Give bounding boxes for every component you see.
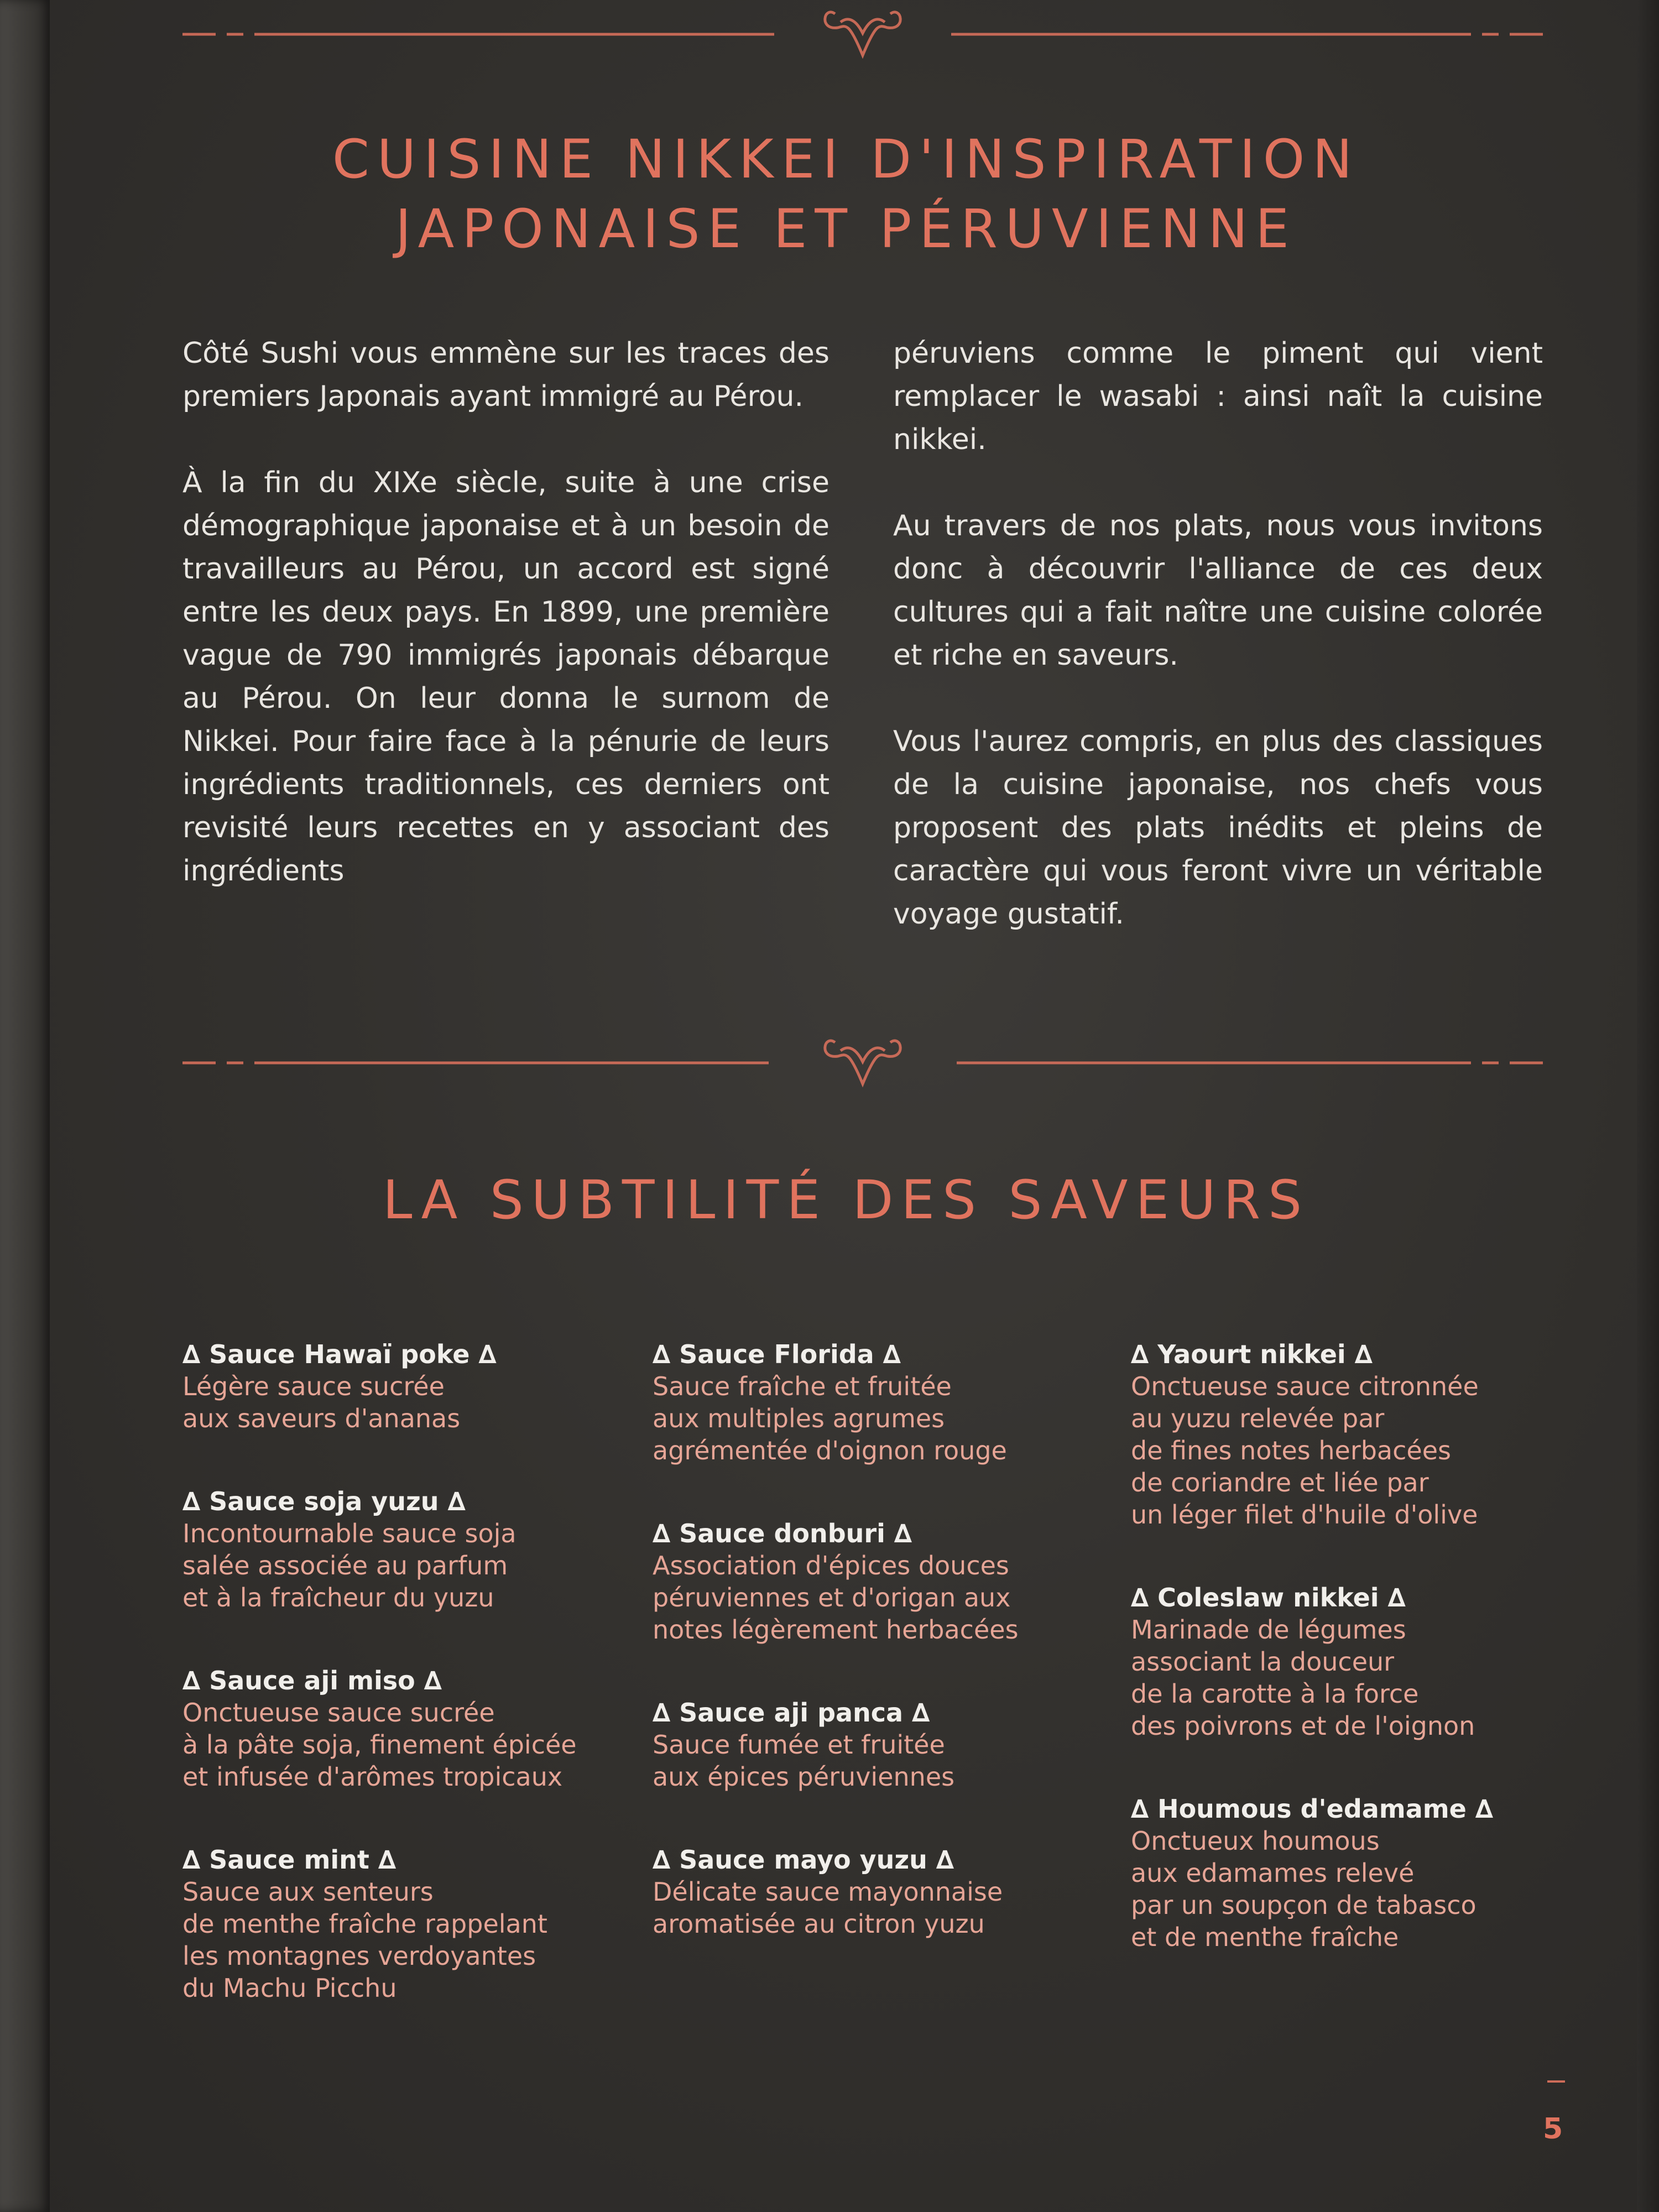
triangle-icon: ∆ [1475, 1794, 1493, 1824]
triangle-icon: ∆ [182, 1486, 201, 1516]
sauce-description: Incontournable sauce soja salée associée au parfum et à la fraîcheur du yuzu [182, 1519, 517, 1613]
sauce-name-text: Sauce Florida [679, 1339, 874, 1369]
sauce-description: Onctueux houmous aux edamames relevé par un soupçon de tabasco et de menthe fraîche [1131, 1826, 1477, 1952]
intro-title-line-2: JAPONAISE ET PÉRUVIENNE [395, 198, 1297, 260]
triangle-icon: ∆ [182, 1666, 201, 1695]
sauce-item [182, 1665, 636, 1793]
sauce-item [653, 1844, 1106, 1940]
triangle-icon: ∆ [936, 1845, 954, 1875]
sauce-item [1131, 1793, 1562, 1953]
sauce-name-text: Houmous d'edamame [1157, 1794, 1467, 1824]
page-number-mark [1547, 2080, 1565, 2083]
saveurs-title: LA SUBTILITÉ DES SAVEURS [382, 1169, 1310, 1231]
intro-right-column [893, 332, 1543, 979]
intro-left-column [182, 332, 830, 936]
intro-paragraph: péruviens comme le piment qui vient remplacer le wasabi : ainsi naît la cuisine nikkei. [893, 337, 1543, 456]
sauce-item [182, 1844, 636, 2004]
ram-horns-icon [182, 0, 1543, 61]
page-edge [1637, 0, 1659, 2212]
triangle-icon: ∆ [182, 1845, 201, 1875]
triangle-icon: ∆ [478, 1339, 497, 1369]
intro-paragraph: Au travers de nos plats, nous vous invitons donc à découvrir l'alliance de ces deux cultures qui a fait naître une cuisine colorée et riche en saveurs. [893, 509, 1543, 672]
sauce-item [182, 1485, 636, 1614]
triangle-icon: ∆ [378, 1845, 396, 1875]
triangle-icon: ∆ [653, 1698, 671, 1728]
triangle-icon: ∆ [1131, 1339, 1149, 1369]
sauce-column-3 [1131, 1338, 1562, 2004]
sauce-item [182, 1338, 636, 1434]
intro-title [166, 124, 1526, 264]
sauce-name-text: Sauce donburi [679, 1519, 885, 1548]
triangle-icon: ∆ [653, 1845, 671, 1875]
sauce-name [1131, 1338, 1562, 1370]
middle-divider [182, 1012, 1543, 1089]
sauce-item [653, 1338, 1106, 1467]
sauce-description: Onctueuse sauce sucrée à la pâte soja, finement épicée et infusée d'arômes tropicaux [182, 1698, 577, 1792]
sauce-item [653, 1517, 1106, 1646]
triangle-icon: ∆ [1387, 1583, 1406, 1613]
triangle-icon: ∆ [653, 1339, 671, 1369]
sauce-name-text: Sauce Hawaï poke [209, 1339, 470, 1369]
triangle-icon: ∆ [1354, 1339, 1373, 1369]
sauce-description: Légère sauce sucrée aux saveurs d'ananas [182, 1371, 461, 1433]
sauce-name [1131, 1793, 1562, 1825]
sauce-description: Sauce fumée et fruitée aux épices péruviennes [653, 1730, 955, 1792]
sauce-name-text: Sauce aji panca [679, 1698, 904, 1728]
intro-paragraph: Côté Sushi vous emmène sur les traces des premiers Japonais ayant immigré au Pérou. [182, 337, 830, 413]
triangle-icon: ∆ [447, 1486, 466, 1516]
sauce-name [653, 1517, 1106, 1550]
triangle-icon: ∆ [894, 1519, 912, 1548]
sauce-name [1131, 1582, 1562, 1614]
page-number: 5 [1543, 2112, 1563, 2146]
sauce-description: Délicate sauce mayonnaise aromatisée au citron yuzu [653, 1877, 1003, 1939]
sauce-name [182, 1665, 636, 1697]
top-divider [182, 0, 1543, 61]
triangle-icon: ∆ [912, 1698, 930, 1728]
triangle-icon: ∆ [424, 1666, 442, 1695]
sauce-item [1131, 1582, 1562, 1742]
sauce-description: Onctueuse sauce citronnée au yuzu relevée par de fines notes herbacées de coriandre et liée par un léger filet d'huile d'olive [1131, 1371, 1479, 1530]
triangle-icon: ∆ [883, 1339, 901, 1369]
sauce-name [653, 1697, 1106, 1729]
intro-paragraph: Vous l'aurez compris, en plus des classiques de la cuisine japonaise, nos chefs vous proposent des plats inédits et pleins de caractère qui vous feront vivre un véritable voyage gustatif. [893, 725, 1543, 931]
sauce-name [653, 1844, 1106, 1876]
sauce-name [182, 1485, 636, 1517]
sauce-name-text: Sauce mayo yuzu [679, 1845, 927, 1875]
sauce-column-2 [653, 1338, 1106, 1991]
sauce-name-text: Coleslaw nikkei [1157, 1583, 1379, 1613]
sauce-item [653, 1697, 1106, 1793]
triangle-icon: ∆ [653, 1519, 671, 1548]
intro-title-line-1: CUISINE NIKKEI D'INSPIRATION [332, 128, 1360, 190]
sauce-description: Sauce aux senteurs de menthe fraîche rappelant les montagnes verdoyantes du Machu Picchu [182, 1877, 547, 2003]
binding-edge [0, 0, 50, 2212]
sauce-column-1 [182, 1338, 636, 2055]
triangle-icon: ∆ [1131, 1583, 1149, 1613]
sauce-name [182, 1844, 636, 1876]
ram-horns-icon [182, 1012, 1543, 1089]
sauce-description: Marinade de légumes associant la douceur de la carotte à la force des poivrons et de l'oignon [1131, 1615, 1475, 1741]
sauce-name-text: Yaourt nikkei [1157, 1339, 1346, 1369]
sauce-name [182, 1338, 636, 1370]
sauce-description: Association d'épices douces péruviennes et d'origan aux notes légèrement herbacées [653, 1551, 1019, 1645]
sauce-name-text: Sauce aji miso [209, 1666, 415, 1695]
intro-paragraph: À la fin du XIXe siècle, suite à une crise démographique japonaise et à un besoin de travailleurs au Pérou, un accord est signé entre les deux pays. En 1899, une première vague de 790 immigrés japonais débarque au Pérou. On leur donna le surnom de Nikkei. Pour faire face à la pénurie de leurs ingrédients traditionnels, ces derniers ont revisité leurs recettes en y associant des ingrédients [182, 466, 830, 888]
sauce-item [1131, 1338, 1562, 1531]
sauce-name-text: Sauce mint [209, 1845, 369, 1875]
triangle-icon: ∆ [182, 1339, 201, 1369]
triangle-icon: ∆ [1131, 1794, 1149, 1824]
sauce-name-text: Sauce soja yuzu [209, 1486, 439, 1516]
sauce-name [653, 1338, 1106, 1370]
sauce-description: Sauce fraîche et fruitée aux multiples agrumes agrémentée d'oignon rouge [653, 1371, 1007, 1465]
